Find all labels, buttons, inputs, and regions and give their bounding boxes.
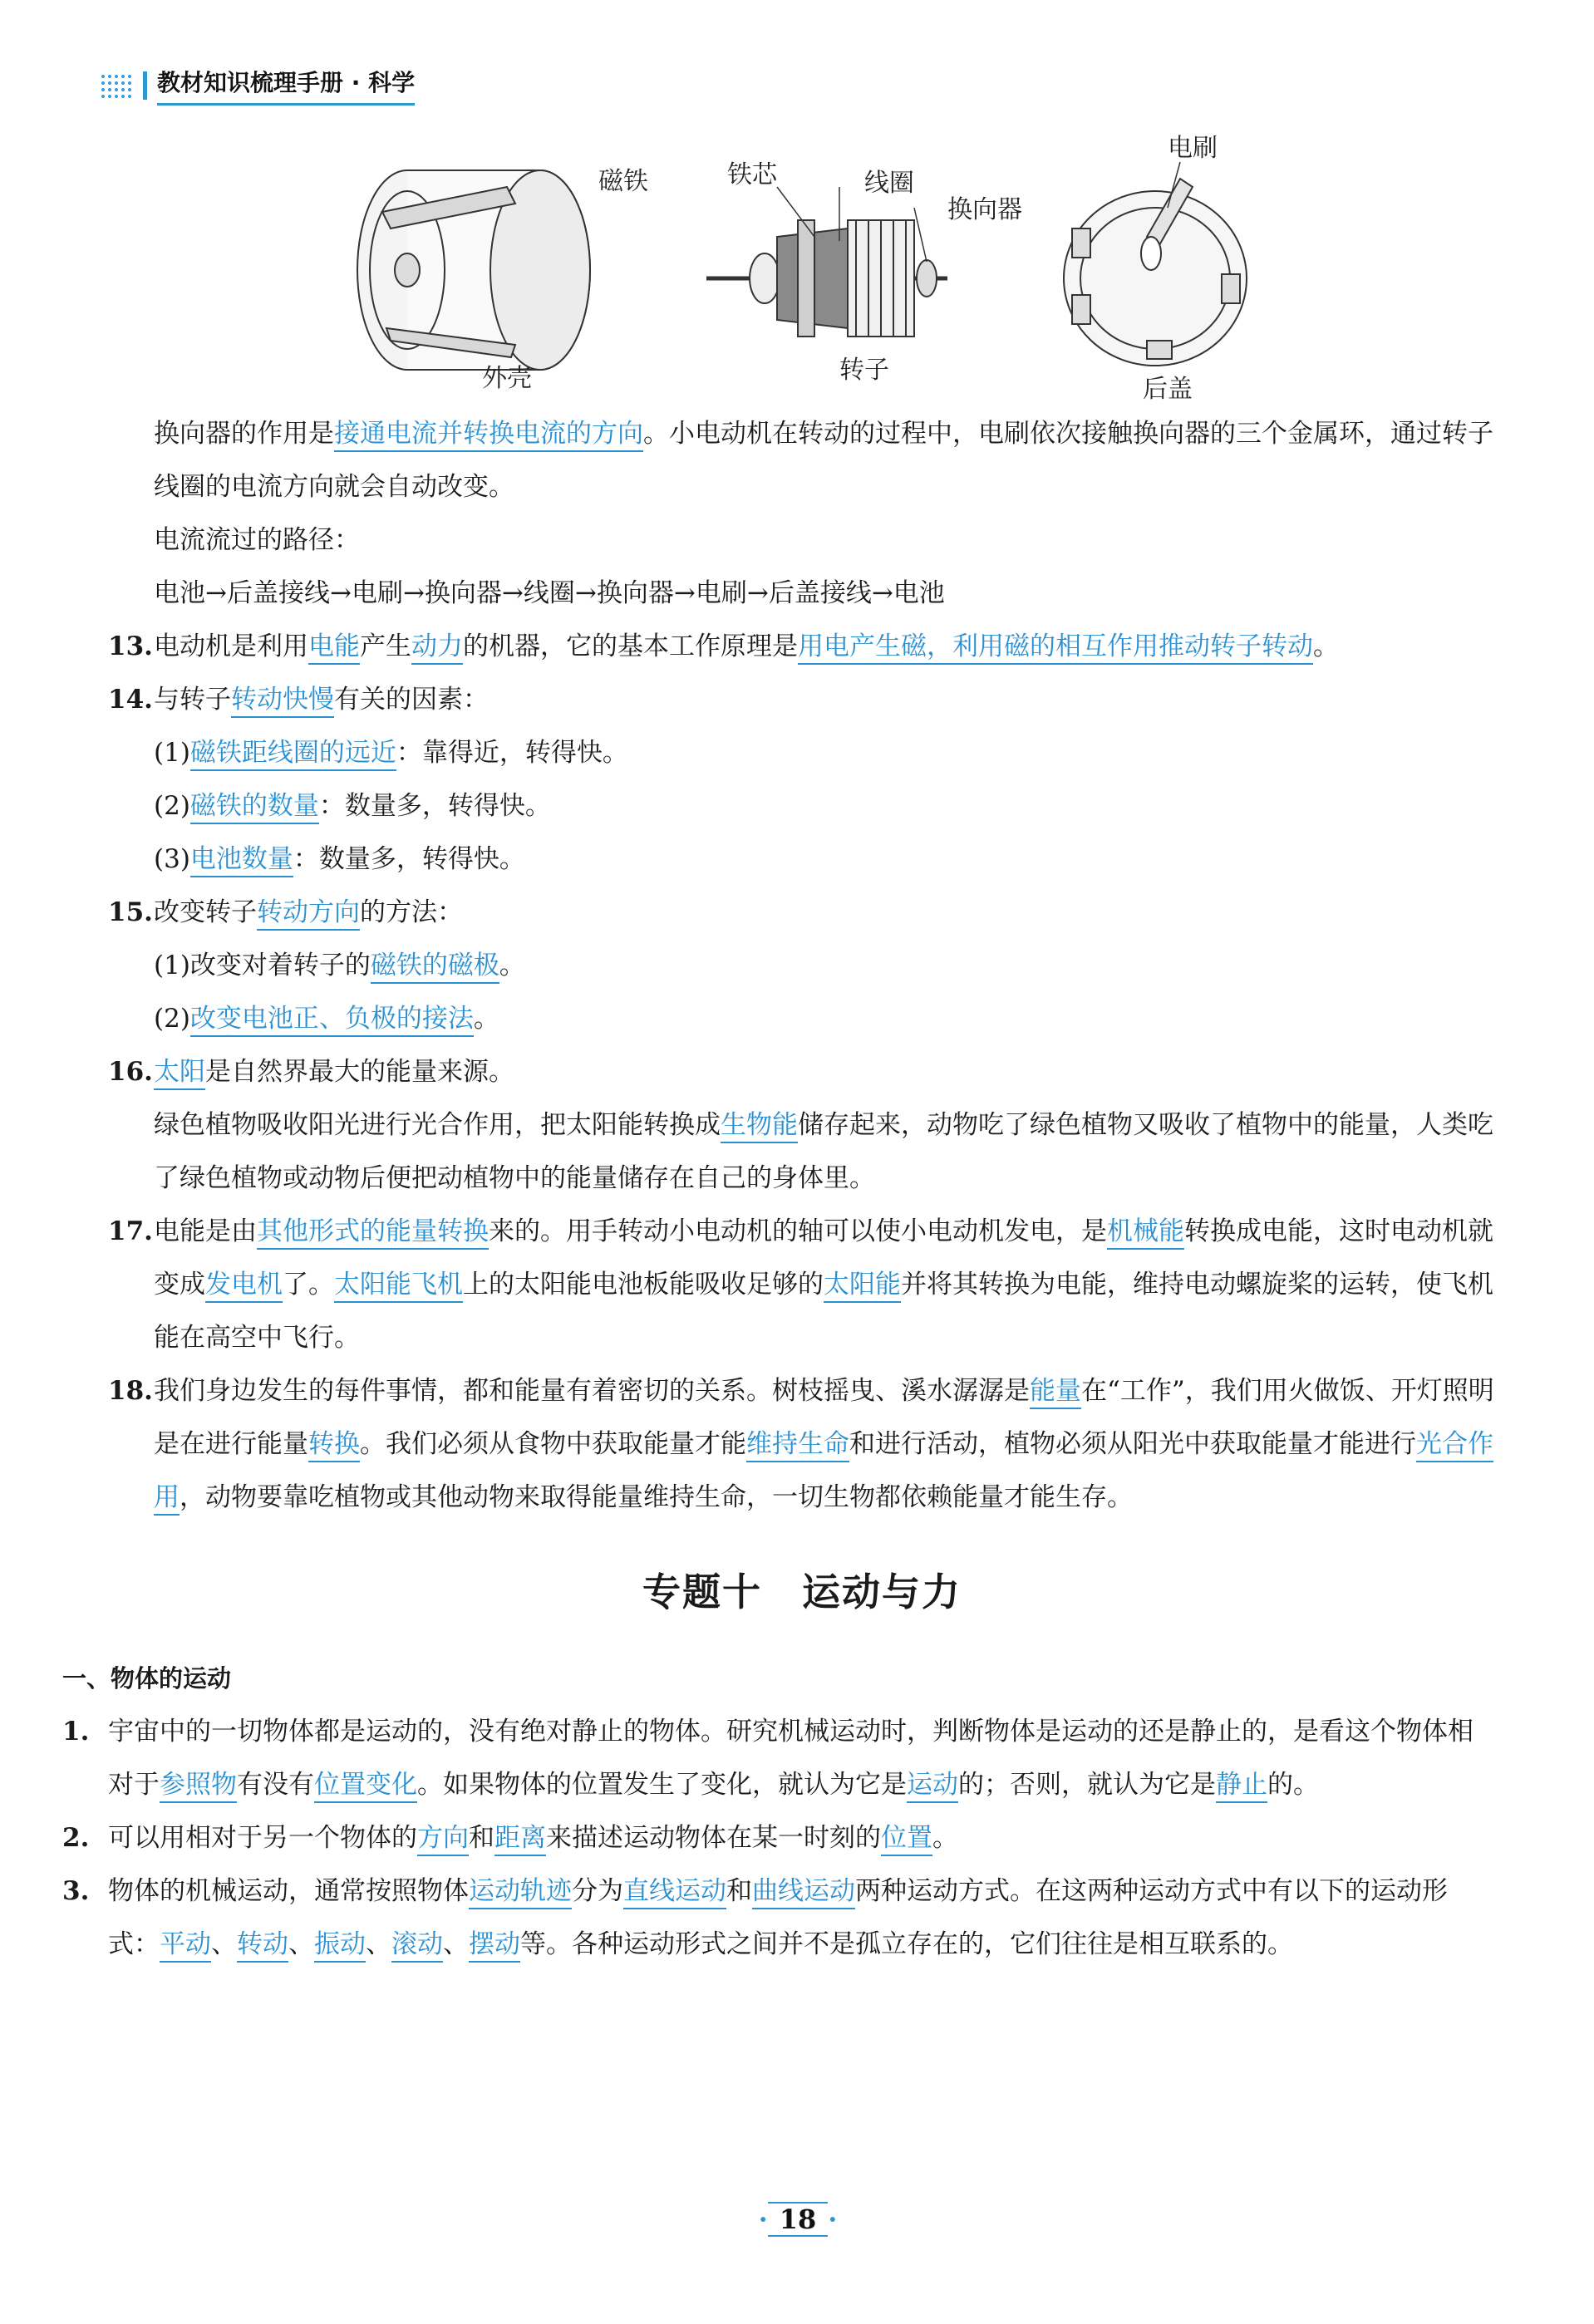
- back-cover-drawing: [1064, 162, 1247, 366]
- label-commutator: 换向器: [947, 195, 1022, 224]
- header-dots-decoration: [100, 73, 133, 98]
- item-14-sub-1: (1)磁铁距线圈的远近：靠得近，转得快。: [108, 726, 1496, 779]
- motor-parts-figure: [349, 129, 1288, 403]
- page-content: [62, 407, 1496, 1971]
- page-header: [100, 65, 415, 106]
- topic-title: 专题十 运动与力: [642, 1570, 962, 1614]
- item-16: 16.太阳是自然界最大的能量来源。: [108, 1045, 1496, 1098]
- item-14-sub-2: (2)磁铁的数量：数量多，转得快。: [108, 779, 1496, 833]
- label-back-cover: 后盖: [1143, 375, 1193, 404]
- motion-item-3: 3. 物体的机械运动，通常按照物体运动轨迹分为直线运动和曲线运动两种运动方式。在这两种运动方式中有以下的运动形式：平动、转动、振动、滚动、摆动等。各种运动形式之间并不是孤立存在的，它们往往是相互联系的。: [62, 1865, 1496, 1971]
- current-path-label: 电流流过的路径：: [154, 525, 360, 555]
- label-brush: 电刷: [1168, 134, 1218, 163]
- label-rotor: 转子: [839, 356, 889, 385]
- rotor-drawing: [706, 187, 947, 337]
- item-17: 17.电能是由其他形式的能量转换来的。用手转动小电动机的轴可以使小电动机发电，是机械能转换成电能，这时电动机就变成发电机了。太阳能飞机上的太阳能电池板能吸收足够的太阳能并将其转换为电能，维持电动螺旋桨的运转，使飞机能在高空中飞行。: [108, 1216, 1493, 1353]
- commutator-paragraph: 换向器的作用是接通电流并转换电流的方向。小电动机在转动的过程中，电刷依次接触换向器的三个金属环，通过转子线圈的电流方向就会自动改变。: [154, 419, 1493, 502]
- item-14: 14.与转子转动快慢有关的因素：: [108, 673, 1496, 726]
- label-coil: 线圈: [864, 169, 914, 198]
- answer-blank: 接通电流并转换电流的方向: [334, 419, 643, 452]
- section-heading: 一、物体的运动: [62, 1664, 232, 1693]
- motion-item-1: 1. 宇宙中的一切物体都是运动的，没有绝对静止的物体。研究机械运动时，判断物体是运动的还是静止的，是看这个物体相对于参照物有没有位置变化。如果物体的位置发生了变化，就认为它是运动的；否则，就认为它是静止的。: [62, 1705, 1496, 1811]
- header-title: 教材知识梳理手册 · 科学: [157, 65, 415, 106]
- item-15-sub-2: (2)改变电池正、负极的接法。: [108, 992, 1496, 1045]
- shell-drawing: [357, 170, 590, 370]
- item-13: 13.电动机是利用电能产生动力的机器，它的基本工作原理是用电产生磁，利用磁的相互作用推动转子转动。: [108, 620, 1496, 673]
- item-15: 15.改变转子转动方向的方法：: [108, 886, 1496, 939]
- header-bar-decoration: [143, 71, 147, 100]
- item-14-sub-3: (3)电池数量：数量多，转得快。: [108, 833, 1496, 886]
- item-16-paragraph: 绿色植物吸收阳光进行光合作用，把太阳能转换成生物能储存起来，动物吃了绿色植物又吸收了植物中的能量，人类吃了绿色植物或动物后便把动植物中的能量储存在自己的身体里。: [154, 1110, 1493, 1193]
- label-magnet: 磁铁: [598, 167, 648, 196]
- label-shell: 外壳: [482, 364, 532, 393]
- motion-item-2: 2. 可以用相对于另一个物体的方向和距离来描述运动物体在某一时刻的位置。: [62, 1811, 1496, 1865]
- page-number: · 18 ·: [758, 2204, 838, 2235]
- item-18: 18.我们身边发生的每件事情，都和能量有着密切的关系。树枝摇曳、溪水潺潺是能量在“工作”，我们用火做饭、开灯照明是在进行能量转换。我们必须从食物中获取能量才能维持生命和进行活动，植物必须从阳光中获取能量才能进行光合作用，动物要靠吃植物或其他动物来取得能量维持生命，一切生物都依赖能量才能生存。: [108, 1364, 1496, 1524]
- current-path: 电池→后盖接线→电刷→换向器→线圈→换向器→电刷→后盖接线→电池: [154, 578, 945, 608]
- item-15-sub-1: (1)改变对着转子的磁铁的磁极。: [108, 939, 1496, 992]
- label-iron-core: 铁芯: [727, 160, 777, 189]
